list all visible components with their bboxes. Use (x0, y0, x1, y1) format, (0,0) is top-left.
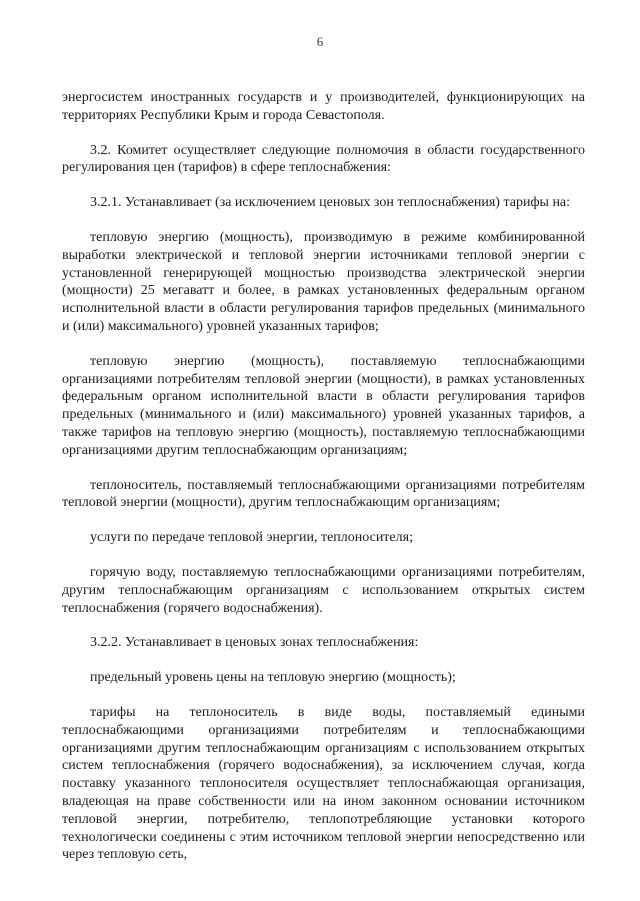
paragraph: горячую воду, поставляемую теплоснабжающими организациями потребителям, другим теплоснабжающим организациям с использованием открытых систем теплоснабжения (горячего водоснабжения). (62, 564, 585, 616)
paragraph: тепловую энергию (мощность), поставляемую теплоснабжающими организациями потребителям тепловой энергии (мощности), в рамках установленных федеральным органом исполнительной власти в области регулирования тарифов предельных (минимального и (или) максимального) уровней указанных тарифов, а также тарифов на тепловую энергию (мощность), поставляемую теплоснабжающими организациями другим теплоснабжающим организациям; (62, 353, 585, 458)
paragraph: услуги по передаче тепловой энергии, теплоносителя; (90, 530, 413, 546)
paragraph: теплоноситель, поставляемый теплоснабжающими организациями потребителям тепловой энергии (мощности), другим теплоснабжающим организациям; (62, 477, 585, 511)
document-body (62, 89, 585, 864)
paragraph: 3.2.2. Устанавливает в ценовых зонах теплоснабжения: (90, 635, 419, 651)
page-number: 6 (316, 34, 324, 49)
paragraph: тепловую энергию (мощность), производимую в режиме комбинированной выработки электрической и тепловой энергии источниками тепловой энергии с установленной генерирующей мощностью производства электрической энергии (мощности) 25 мегаватт и более, в рамках установленных федеральным органом исполнительной власти в области регулирования тарифов предельных (минимального и (или) максимального) уровней указанных тарифов; (62, 229, 585, 334)
paragraph: энергосистем иностранных государств и у производителей, функционирующих на территориях Республики Крым и города Севастополя. (62, 90, 585, 123)
paragraph: 3.2. Комитет осуществляет следующие полномочия в области государственного регулирования цен (тарифов) в сфере теплоснабжения: (62, 142, 585, 176)
paragraph: тарифы на теплоноситель в виде воды, поставляемый едиными теплоснабжающими организациями потребителям и теплоснабжающими организациями другим теплоснабжающим организациям с использованием открытых систем теплоснабжения (горячего водоснабжения), за исключением случая, когда поставку указанного теплоносителя осуществляет теплоснабжающая организация, владеющая на праве собственности или на ином законном основании источником тепловой энергии, потребителю, теплопотребляющие установки которого технологически соединены с этим источником тепловой энергии непосредственно или через тепловую сеть, (62, 704, 585, 863)
paragraph: 3.2.1. Устанавливает (за исключением ценовых зон теплоснабжения) тарифы на: (90, 195, 571, 211)
paragraph: предельный уровень цены на тепловую энергию (мощность); (90, 670, 456, 686)
